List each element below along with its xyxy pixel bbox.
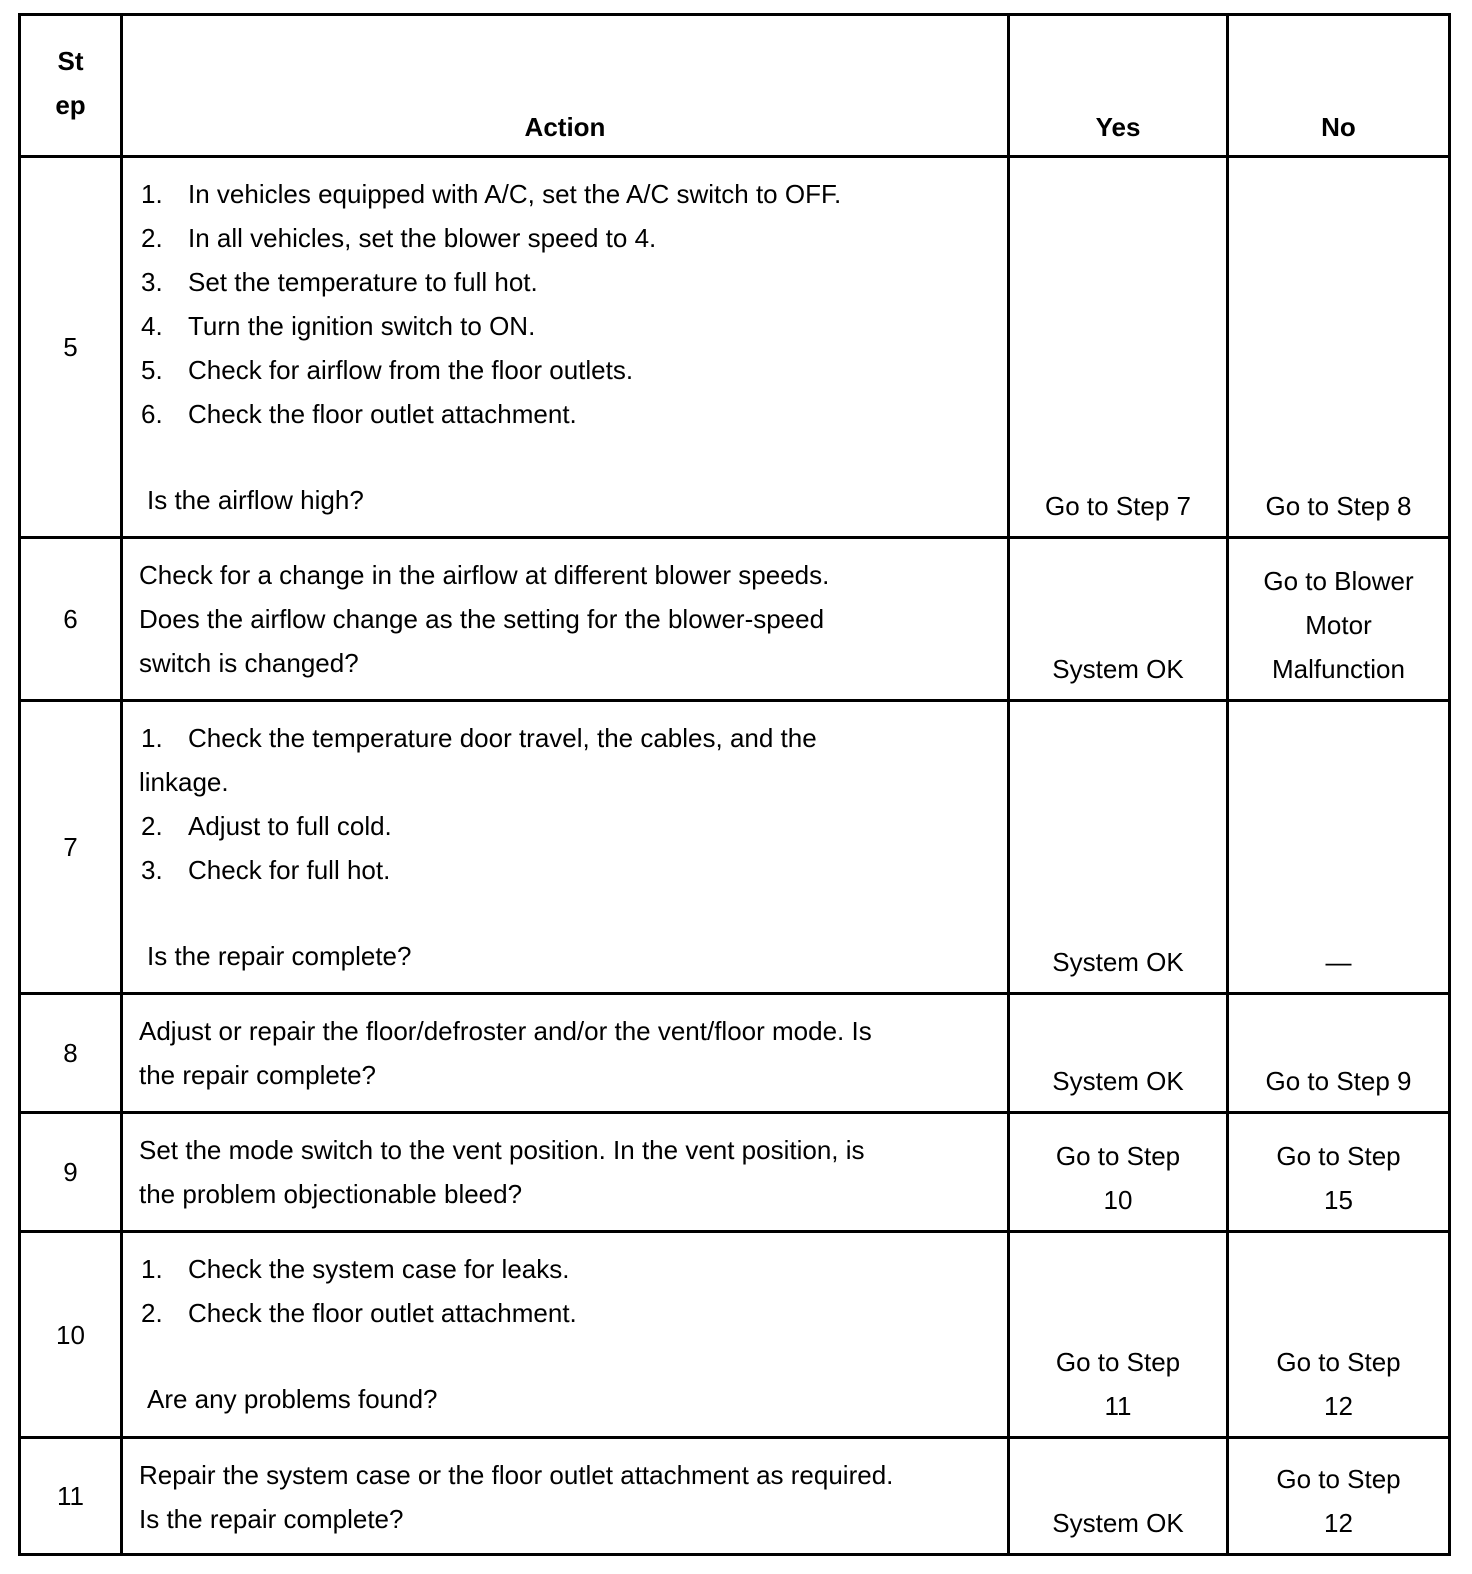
item-number: 4.	[141, 311, 163, 341]
item-text: Check the floor outlet attachment.	[188, 1298, 577, 1328]
list-item	[139, 1291, 995, 1335]
no-line: 15	[1324, 1185, 1353, 1215]
header-step-line2: ep	[55, 89, 86, 120]
yes-cell: System OK	[1009, 1438, 1228, 1555]
item-text: Turn the ignition switch to ON.	[188, 311, 536, 341]
list-item	[139, 260, 995, 304]
action-line: Set the mode switch to the vent position. In the vent position, is	[139, 1135, 865, 1165]
item-text: Adjust to full cold.	[188, 811, 392, 841]
action-cell	[122, 1113, 1009, 1232]
table-row	[20, 1438, 1450, 1555]
list-item	[139, 304, 995, 348]
item-number: 1.	[141, 723, 163, 753]
item-text: Check the floor outlet attachment.	[188, 399, 577, 429]
no-cell	[1228, 1438, 1450, 1555]
item-text: Check the temperature door travel, the cables, and the	[188, 723, 817, 753]
question-text: Are any problems found?	[147, 1384, 438, 1414]
header-step	[20, 15, 122, 157]
action-line: the problem objectionable bleed?	[139, 1179, 523, 1209]
list-item	[139, 716, 995, 760]
yes-cell: System OK	[1009, 701, 1228, 994]
item-number: 2.	[141, 1298, 163, 1328]
no-line: 12	[1324, 1508, 1353, 1538]
no-line: Go to Step	[1276, 1141, 1401, 1171]
header-action: Action	[122, 15, 1009, 157]
action-line: Check for a change in the airflow at different blower speeds.	[139, 560, 830, 590]
action-cell	[122, 538, 1009, 701]
no-cell: —	[1228, 701, 1450, 994]
item-text: Check for full hot.	[188, 855, 391, 885]
yes-line: 11	[1104, 1391, 1132, 1421]
header-yes: Yes	[1009, 15, 1228, 157]
item-number: 2.	[141, 223, 163, 253]
action-cell	[122, 701, 1009, 994]
step-number: 8	[20, 994, 122, 1113]
item-text: In vehicles equipped with A/C, set the A/C switch to OFF.	[188, 179, 842, 209]
item-text-continued: linkage.	[139, 767, 229, 797]
action-cell	[122, 1438, 1009, 1555]
step-number: 6	[20, 538, 122, 701]
list-item	[139, 1247, 995, 1291]
step-number: 9	[20, 1113, 122, 1232]
item-text: Check the system case for leaks.	[188, 1254, 570, 1284]
action-cell	[122, 994, 1009, 1113]
yes-cell	[1009, 1113, 1228, 1232]
action-line: Adjust or repair the floor/defroster and/or the vent/floor mode. Is	[139, 1016, 872, 1046]
item-number: 2.	[141, 811, 163, 841]
table-row	[20, 701, 1450, 994]
item-number: 1.	[141, 179, 163, 209]
list-item	[139, 848, 995, 892]
item-number: 1.	[141, 1254, 163, 1284]
no-cell: Go to Step 9	[1228, 994, 1450, 1113]
no-cell	[1228, 1232, 1450, 1438]
no-cell	[1228, 1113, 1450, 1232]
step-number: 7	[20, 701, 122, 994]
yes-line: Go to Step	[1055, 1141, 1181, 1171]
list-item	[139, 172, 995, 216]
yes-cell: System OK	[1009, 538, 1228, 701]
table-row	[20, 538, 1450, 701]
diagnostic-table	[18, 13, 1451, 1556]
list-item	[139, 804, 995, 848]
action-cell	[122, 157, 1009, 538]
no-line: Motor	[1305, 610, 1372, 640]
yes-line: Go to Step	[1055, 1347, 1181, 1377]
header-no: No	[1228, 15, 1450, 157]
action-line: the repair complete?	[139, 1060, 377, 1090]
item-number: 6.	[141, 399, 163, 429]
action-line: Does the airflow change as the setting for the blower-speed	[139, 604, 825, 634]
table-row	[20, 157, 1450, 538]
yes-cell: System OK	[1009, 994, 1228, 1113]
no-cell	[1228, 538, 1450, 701]
no-line: 12	[1324, 1391, 1353, 1421]
question-text: Is the repair complete?	[147, 941, 412, 971]
table-row	[20, 1113, 1450, 1232]
no-line: Go to Blower	[1263, 566, 1414, 596]
list-item	[139, 216, 995, 260]
header-step-line1: St	[57, 45, 84, 76]
action-line: Repair the system case or the floor outlet attachment as required.	[139, 1460, 894, 1490]
list-item	[139, 392, 995, 436]
no-cell: Go to Step 8	[1228, 157, 1450, 538]
action-line: Is the repair complete?	[139, 1504, 404, 1534]
item-number: 5.	[141, 355, 163, 385]
step-number: 11	[20, 1438, 122, 1555]
table-row	[20, 994, 1450, 1113]
action-cell	[122, 1232, 1009, 1438]
step-number: 5	[20, 157, 122, 538]
no-line: Go to Step	[1276, 1464, 1401, 1494]
item-number: 3.	[141, 855, 163, 885]
item-text: Set the temperature to full hot.	[188, 267, 538, 297]
item-text: In all vehicles, set the blower speed to 4.	[188, 223, 657, 253]
yes-cell	[1009, 1232, 1228, 1438]
table-row	[20, 1232, 1450, 1438]
item-text: Check for airflow from the floor outlets.	[188, 355, 634, 385]
action-line: switch is changed?	[139, 648, 359, 678]
header-row	[20, 15, 1450, 157]
no-line: Malfunction	[1272, 654, 1405, 684]
list-item	[139, 348, 995, 392]
yes-cell: Go to Step 7	[1009, 157, 1228, 538]
step-number: 10	[20, 1232, 122, 1438]
yes-line: 10	[1103, 1185, 1133, 1215]
item-number: 3.	[141, 267, 163, 297]
question-text: Is the airflow high?	[147, 485, 364, 515]
no-line: Go to Step	[1276, 1347, 1401, 1377]
